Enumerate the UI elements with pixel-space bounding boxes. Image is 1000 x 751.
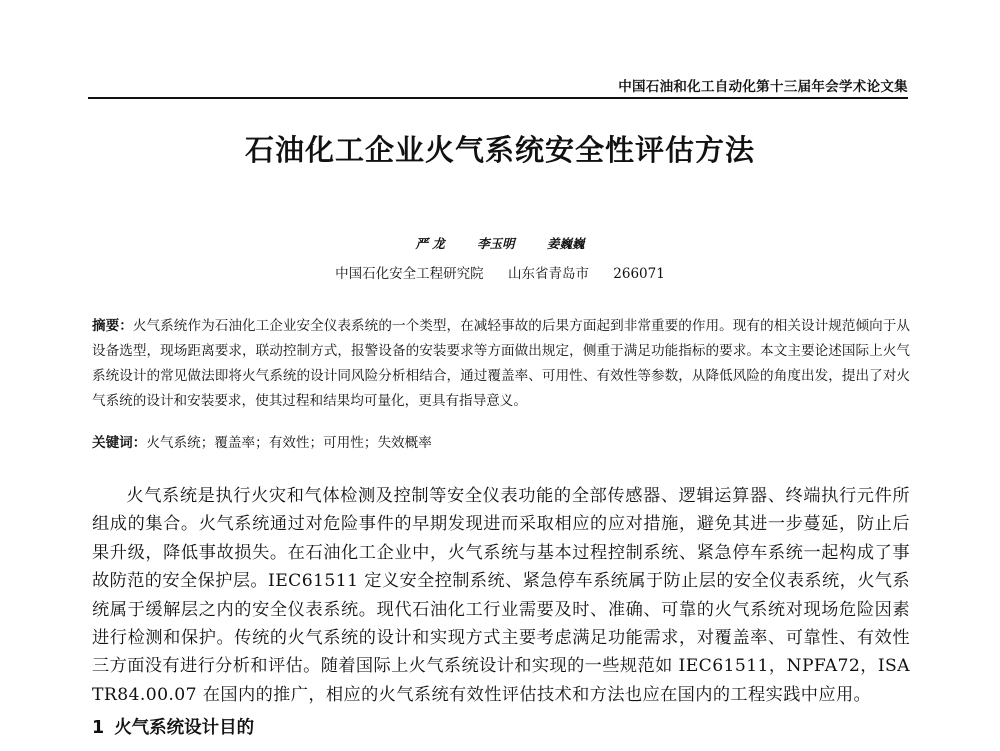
affiliation: [0, 262, 1000, 282]
keywords-label: 关键词：: [92, 435, 147, 451]
keywords-text: 火气系统；覆盖率；有效性；可用性；失效概率: [146, 435, 432, 451]
abstract: [92, 314, 910, 414]
running-head: 中国石油和化工自动化第十三届年会学术论文集: [618, 79, 908, 95]
author-list: [0, 234, 1000, 252]
body-paragraph: 火气系统是执行火灾和气体检测及控制等安全仪表功能的全部传感器、逻辑运算器、终端执行元件所组成的集合。火气系统通过对危险事件的早期发现进而采取相应的应对措施，避免其进一步蔓延，防止后果升级，降低事故损失。在石油化工企业中，火气系统与基本过程控制系统、紧急停车系统一起构成了事故防范的安全保护层。IEC61511 定义安全控制系统、紧急停车系统属于防止层的安全仪表系统，火气系统属于缓解层之内的安全仪表系统。现代石油化工行业需要及时、准确、可靠的火气系统对现场危险因素进行检测和保护。传统的火气系统的设计和实现方式主要考虑满足功能需求，对覆盖率、可靠性、有效性三方面没有进行分析和评估。随着国际上火气系统设计和实现的一些规范如 IEC61511，NPFA72，ISA TR84.00.07 在国内的推广，相应的火气系统有效性评估技术和方法也应在国内的工程实践中应用。: [92, 486, 910, 705]
author-name: 李玉明: [477, 236, 515, 251]
affiliation-institute: 中国石化安全工程研究院: [335, 266, 484, 282]
author-name: 严 龙: [415, 236, 445, 251]
affiliation-location: 山东省青岛市: [507, 266, 589, 282]
abstract-label: 摘要：: [92, 318, 133, 334]
abstract-text: 火气系统作为石油化工企业安全仪表系统的一个类型，在减轻事故的后果方面起到非常重要的作用。现有的相关设计规范倾向于从设备选型，现场距离要求，联动控制方式，报警设备的安装要求等方面做出规定，侧重于满足功能指标的要求。本文主要论述国际上火气系统设计的常见做法即将火气系统的设计同风险分析相结合，通过覆盖率、可用性、有效性等参数，从降低风险的角度出发，提出了对火气系统的设计和安装要求，使其过程和结果均可量化，更具有指导意义。: [92, 318, 910, 409]
paper-title: 石油化工企业火气系统安全性评估方法: [244, 133, 755, 167]
affiliation-postcode: 266071: [613, 266, 665, 282]
section-heading: [92, 714, 264, 739]
header-rule: [88, 97, 908, 99]
section-number: 1: [92, 718, 105, 738]
author-name: 姜巍巍: [547, 236, 585, 251]
section-title: 火气系统设计目的: [114, 718, 255, 738]
keywords: [92, 431, 910, 456]
